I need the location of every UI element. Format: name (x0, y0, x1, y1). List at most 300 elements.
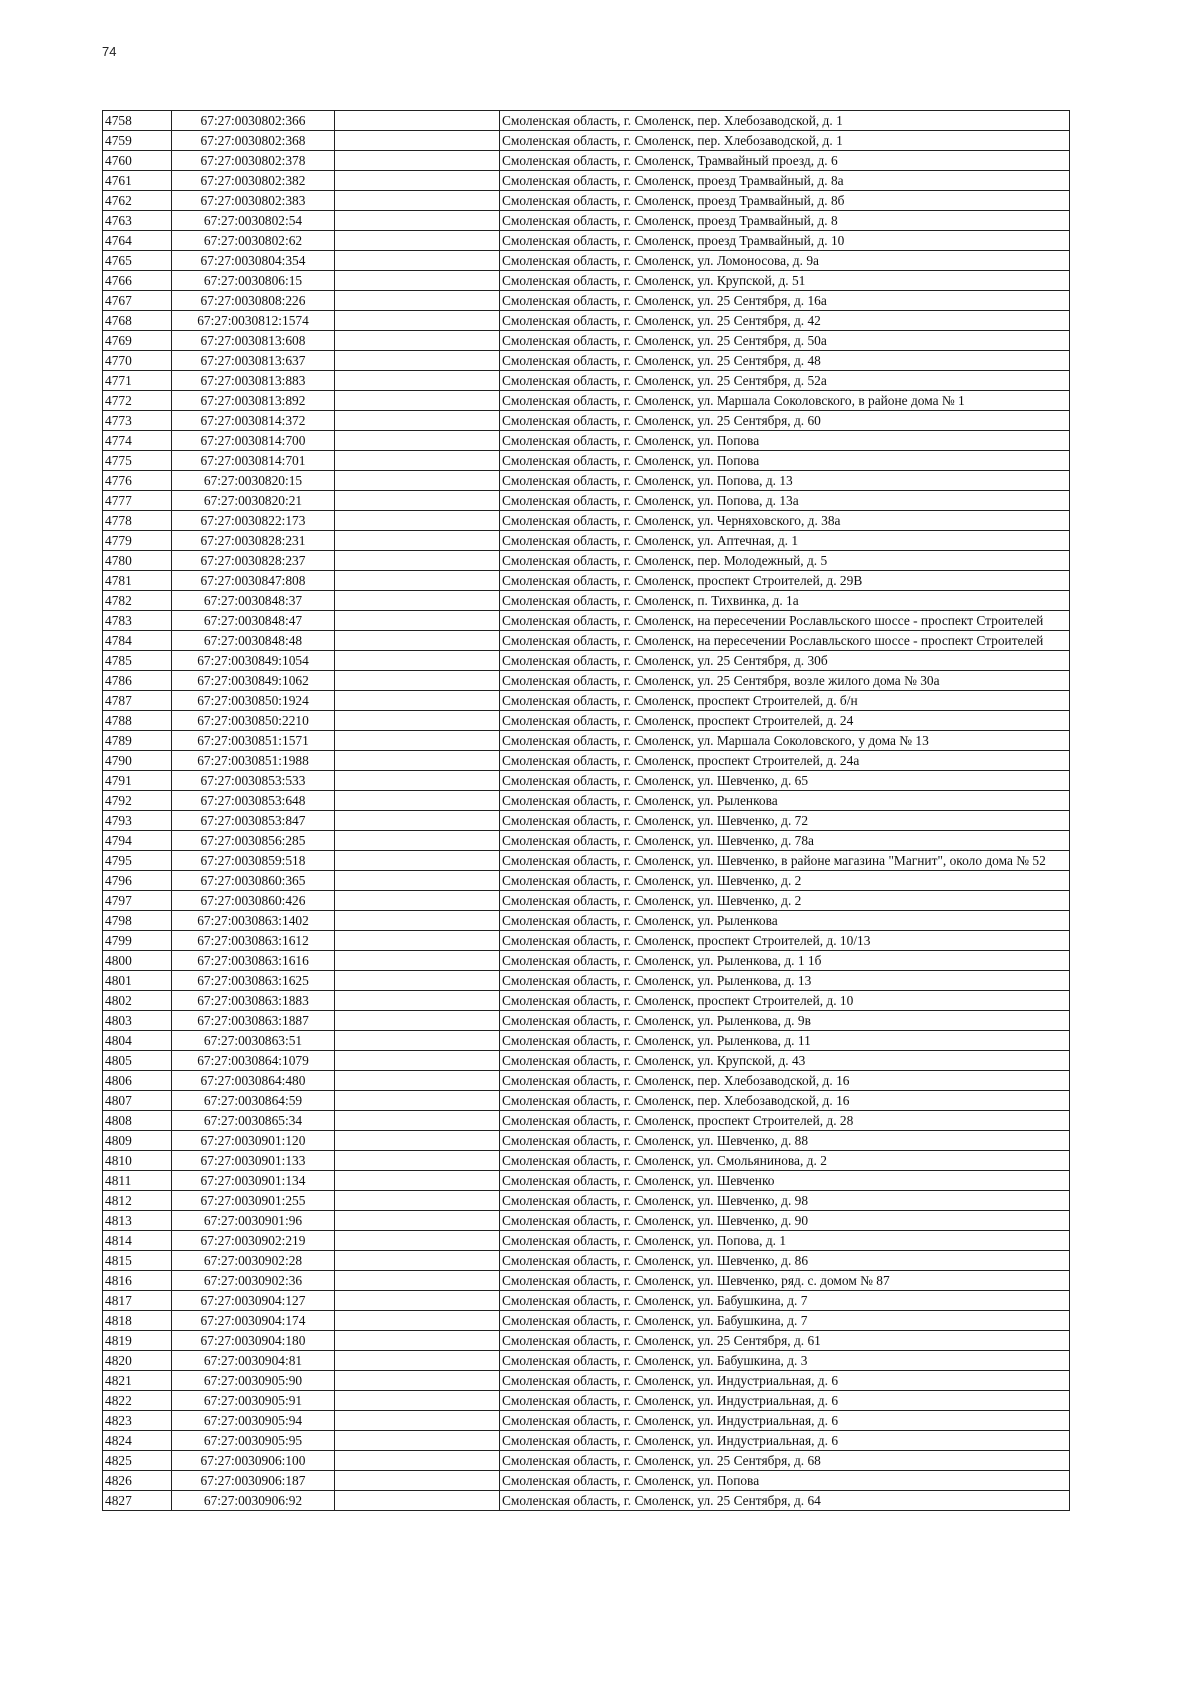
cadastral-number-cell: 67:27:0030902:219 (172, 1231, 335, 1251)
cadastral-number-cell: 67:27:0030905:95 (172, 1431, 335, 1451)
cadastral-number-cell: 67:27:0030863:51 (172, 1031, 335, 1051)
address-cell: Смоленская область, г. Смоленск, ул. Индустриальная, д. 6 (500, 1411, 1070, 1431)
address-cell: Смоленская область, г. Смоленск, ул. Бабушкина, д. 7 (500, 1311, 1070, 1331)
row-number-cell: 4806 (103, 1071, 172, 1091)
address-cell: Смоленская область, г. Смоленск, проспект Строителей, д. 28 (500, 1111, 1070, 1131)
address-cell: Смоленская область, г. Смоленск, ул. 25 Сентября, д. 48 (500, 351, 1070, 371)
table-row (103, 671, 1070, 691)
address-cell: Смоленская область, г. Смоленск, проспект Строителей, д. 24а (500, 751, 1070, 771)
empty-cell (335, 531, 500, 551)
address-cell: Смоленская область, г. Смоленск, проезд Трамвайный, д. 8а (500, 171, 1070, 191)
empty-cell (335, 1251, 500, 1271)
empty-cell (335, 391, 500, 411)
table-row (103, 911, 1070, 931)
empty-cell (335, 811, 500, 831)
row-number-cell: 4781 (103, 571, 172, 591)
empty-cell (335, 571, 500, 591)
cadastral-number-cell: 67:27:0030860:365 (172, 871, 335, 891)
row-number-cell: 4790 (103, 751, 172, 771)
address-cell: Смоленская область, г. Смоленск, пер. Хлебозаводской, д. 16 (500, 1071, 1070, 1091)
cadastral-number-cell: 67:27:0030864:59 (172, 1091, 335, 1111)
row-number-cell: 4780 (103, 551, 172, 571)
empty-cell (335, 851, 500, 871)
row-number-cell: 4818 (103, 1311, 172, 1331)
empty-cell (335, 631, 500, 651)
cadastral-number-cell: 67:27:0030820:15 (172, 471, 335, 491)
row-number-cell: 4766 (103, 271, 172, 291)
cadastral-number-cell: 67:27:0030905:91 (172, 1391, 335, 1411)
address-cell: Смоленская область, г. Смоленск, ул. Крупской, д. 43 (500, 1051, 1070, 1071)
empty-cell (335, 791, 500, 811)
empty-cell (335, 1091, 500, 1111)
empty-cell (335, 431, 500, 451)
address-cell: Смоленская область, г. Смоленск, пер. Хлебозаводской, д. 1 (500, 131, 1070, 151)
empty-cell (335, 1491, 500, 1511)
table-row (103, 331, 1070, 351)
address-cell: Смоленская область, г. Смоленск, ул. 25 Сентября, д. 61 (500, 1331, 1070, 1351)
table-row (103, 211, 1070, 231)
cadastral-number-cell: 67:27:0030813:637 (172, 351, 335, 371)
table-row (103, 971, 1070, 991)
empty-cell (335, 591, 500, 611)
row-number-cell: 4782 (103, 591, 172, 611)
cadastral-number-cell: 67:27:0030802:366 (172, 111, 335, 131)
address-cell: Смоленская область, г. Смоленск, ул. Шевченко, д. 98 (500, 1191, 1070, 1211)
row-number-cell: 4820 (103, 1351, 172, 1371)
empty-cell (335, 1371, 500, 1391)
row-number-cell: 4775 (103, 451, 172, 471)
address-cell: Смоленская область, г. Смоленск, ул. Шевченко, д. 88 (500, 1131, 1070, 1151)
address-cell: Смоленская область, г. Смоленск, ул. Черняховского, д. 38а (500, 511, 1070, 531)
cadastral-number-cell: 67:27:0030813:883 (172, 371, 335, 391)
address-cell: Смоленская область, г. Смоленск, ул. 25 Сентября, д. 60 (500, 411, 1070, 431)
row-number-cell: 4815 (103, 1251, 172, 1271)
table-row (103, 1451, 1070, 1471)
address-cell: Смоленская область, г. Смоленск, ул. 25 Сентября, д. 50а (500, 331, 1070, 351)
empty-cell (335, 1211, 500, 1231)
row-number-cell: 4799 (103, 931, 172, 951)
row-number-cell: 4824 (103, 1431, 172, 1451)
row-number-cell: 4791 (103, 771, 172, 791)
cadastral-number-cell: 67:27:0030820:21 (172, 491, 335, 511)
cadastral-number-cell: 67:27:0030865:34 (172, 1111, 335, 1131)
empty-cell (335, 331, 500, 351)
table-row (103, 1371, 1070, 1391)
row-number-cell: 4776 (103, 471, 172, 491)
empty-cell (335, 111, 500, 131)
table-row (103, 1191, 1070, 1211)
cadastral-number-cell: 67:27:0030906:100 (172, 1451, 335, 1471)
cadastral-number-cell: 67:27:0030848:48 (172, 631, 335, 651)
address-cell: Смоленская область, г. Смоленск, ул. Рыленкова, д. 9в (500, 1011, 1070, 1031)
row-number-cell: 4822 (103, 1391, 172, 1411)
address-cell: Смоленская область, г. Смоленск, ул. Рыленкова (500, 791, 1070, 811)
address-cell: Смоленская область, г. Смоленск, ул. Шевченко, д. 72 (500, 811, 1070, 831)
cadastral-number-cell: 67:27:0030863:1887 (172, 1011, 335, 1031)
cadastral-number-cell: 67:27:0030828:237 (172, 551, 335, 571)
table-row (103, 731, 1070, 751)
cadastral-number-cell: 67:27:0030863:1625 (172, 971, 335, 991)
empty-cell (335, 451, 500, 471)
address-cell: Смоленская область, г. Смоленск, проспект Строителей, д. 10 (500, 991, 1070, 1011)
table-row (103, 1231, 1070, 1251)
cadastral-number-cell: 67:27:0030906:187 (172, 1471, 335, 1491)
table-body (103, 111, 1070, 1511)
table-row (103, 991, 1070, 1011)
empty-cell (335, 1051, 500, 1071)
row-number-cell: 4793 (103, 811, 172, 831)
page-number: 74 (102, 44, 117, 59)
row-number-cell: 4772 (103, 391, 172, 411)
table-row (103, 1291, 1070, 1311)
table-row (103, 191, 1070, 211)
table-row (103, 451, 1070, 471)
cadastral-number-cell: 67:27:0030864:480 (172, 1071, 335, 1091)
cadastral-number-cell: 67:27:0030853:847 (172, 811, 335, 831)
address-cell: Смоленская область, г. Смоленск, ул. Шевченко, д. 86 (500, 1251, 1070, 1271)
empty-cell (335, 371, 500, 391)
address-cell: Смоленская область, г. Смоленск, ул. Рыленкова, д. 13 (500, 971, 1070, 991)
row-number-cell: 4783 (103, 611, 172, 631)
row-number-cell: 4774 (103, 431, 172, 451)
address-cell: Смоленская область, г. Смоленск, ул. 25 Сентября, д. 16а (500, 291, 1070, 311)
address-cell: Смоленская область, г. Смоленск, ул. Шевченко, д. 90 (500, 1211, 1070, 1231)
address-cell: Смоленская область, г. Смоленск, ул. Шевченко, д. 65 (500, 771, 1070, 791)
address-cell: Смоленская область, г. Смоленск, ул. 25 Сентября, д. 42 (500, 311, 1070, 331)
cadastral-number-cell: 67:27:0030902:36 (172, 1271, 335, 1291)
address-cell: Смоленская область, г. Смоленск, ул. Маршала Соколовского, у дома № 13 (500, 731, 1070, 751)
table-row (103, 1271, 1070, 1291)
empty-cell (335, 551, 500, 571)
address-cell: Смоленская область, г. Смоленск, ул. 25 Сентября, д. 52а (500, 371, 1070, 391)
address-cell: Смоленская область, г. Смоленск, проспект Строителей, д. 29В (500, 571, 1070, 591)
cadastral-number-cell: 67:27:0030812:1574 (172, 311, 335, 331)
address-cell: Смоленская область, г. Смоленск, ул. Шевченко (500, 1171, 1070, 1191)
empty-cell (335, 231, 500, 251)
empty-cell (335, 351, 500, 371)
empty-cell (335, 951, 500, 971)
empty-cell (335, 1431, 500, 1451)
table-row (103, 591, 1070, 611)
table-row (103, 751, 1070, 771)
cadastral-number-cell: 67:27:0030863:1883 (172, 991, 335, 1011)
empty-cell (335, 211, 500, 231)
empty-cell (335, 671, 500, 691)
empty-cell (335, 971, 500, 991)
empty-cell (335, 991, 500, 1011)
cadastral-number-cell: 67:27:0030804:354 (172, 251, 335, 271)
table-row (103, 611, 1070, 631)
empty-cell (335, 1351, 500, 1371)
cadastral-number-cell: 67:27:0030850:2210 (172, 711, 335, 731)
table-row (103, 851, 1070, 871)
cadastral-number-cell: 67:27:0030813:892 (172, 391, 335, 411)
address-cell: Смоленская область, г. Смоленск, ул. Смольянинова, д. 2 (500, 1151, 1070, 1171)
cadastral-number-cell: 67:27:0030905:90 (172, 1371, 335, 1391)
table-row (103, 651, 1070, 671)
empty-cell (335, 131, 500, 151)
row-number-cell: 4779 (103, 531, 172, 551)
address-cell: Смоленская область, г. Смоленск, проезд Трамвайный, д. 10 (500, 231, 1070, 251)
empty-cell (335, 1451, 500, 1471)
table-row (103, 1131, 1070, 1151)
address-cell: Смоленская область, г. Смоленск, ул. Бабушкина, д. 3 (500, 1351, 1070, 1371)
row-number-cell: 4784 (103, 631, 172, 651)
empty-cell (335, 691, 500, 711)
row-number-cell: 4811 (103, 1171, 172, 1191)
table-row (103, 691, 1070, 711)
cadastral-number-cell: 67:27:0030904:127 (172, 1291, 335, 1311)
address-cell: Смоленская область, г. Смоленск, ул. Рыленкова, д. 11 (500, 1031, 1070, 1051)
address-cell: Смоленская область, г. Смоленск, ул. Аптечная, д. 1 (500, 531, 1070, 551)
empty-cell (335, 1071, 500, 1091)
row-number-cell: 4794 (103, 831, 172, 851)
address-cell: Смоленская область, г. Смоленск, ул. Индустриальная, д. 6 (500, 1371, 1070, 1391)
address-cell: Смоленская область, г. Смоленск, проспект Строителей, д. 24 (500, 711, 1070, 731)
empty-cell (335, 1111, 500, 1131)
cadastral-number-cell: 67:27:0030802:378 (172, 151, 335, 171)
row-number-cell: 4796 (103, 871, 172, 891)
table-row (103, 831, 1070, 851)
table-row (103, 1071, 1070, 1091)
address-cell: Смоленская область, г. Смоленск, ул. 25 Сентября, д. 68 (500, 1451, 1070, 1471)
row-number-cell: 4819 (103, 1331, 172, 1351)
empty-cell (335, 191, 500, 211)
table-row (103, 111, 1070, 131)
row-number-cell: 4787 (103, 691, 172, 711)
cadastral-number-cell: 67:27:0030814:700 (172, 431, 335, 451)
table-row (103, 1171, 1070, 1191)
empty-cell (335, 1471, 500, 1491)
address-cell: Смоленская область, г. Смоленск, пер. Молодежный, д. 5 (500, 551, 1070, 571)
row-number-cell: 4808 (103, 1111, 172, 1131)
cadastral-number-cell: 67:27:0030901:255 (172, 1191, 335, 1211)
cadastral-number-cell: 67:27:0030814:701 (172, 451, 335, 471)
address-cell: Смоленская область, г. Смоленск, ул. Рыленкова (500, 911, 1070, 931)
table-row (103, 1031, 1070, 1051)
address-cell: Смоленская область, г. Смоленск, ул. Шевченко, д. 78а (500, 831, 1070, 851)
row-number-cell: 4789 (103, 731, 172, 751)
empty-cell (335, 1331, 500, 1351)
address-cell: Смоленская область, г. Смоленск, ул. Индустриальная, д. 6 (500, 1391, 1070, 1411)
table-row (103, 371, 1070, 391)
table-row (103, 711, 1070, 731)
address-cell: Смоленская область, г. Смоленск, ул. Шевченко, д. 2 (500, 891, 1070, 911)
address-cell: Смоленская область, г. Смоленск, проезд Трамвайный, д. 8б (500, 191, 1070, 211)
row-number-cell: 4788 (103, 711, 172, 731)
empty-cell (335, 411, 500, 431)
row-number-cell: 4792 (103, 791, 172, 811)
cadastral-number-cell: 67:27:0030906:92 (172, 1491, 335, 1511)
table-row (103, 1351, 1070, 1371)
empty-cell (335, 491, 500, 511)
table-row (103, 891, 1070, 911)
empty-cell (335, 1311, 500, 1331)
address-cell: Смоленская область, г. Смоленск, проспект Строителей, д. б/н (500, 691, 1070, 711)
empty-cell (335, 151, 500, 171)
cadastral-number-cell: 67:27:0030848:37 (172, 591, 335, 611)
empty-cell (335, 911, 500, 931)
empty-cell (335, 751, 500, 771)
table-row (103, 791, 1070, 811)
empty-cell (335, 1151, 500, 1171)
address-cell: Смоленская область, г. Смоленск, проспект Строителей, д. 10/13 (500, 931, 1070, 951)
table-row (103, 1471, 1070, 1491)
empty-cell (335, 291, 500, 311)
empty-cell (335, 1011, 500, 1031)
table-row (103, 1311, 1070, 1331)
row-number-cell: 4759 (103, 131, 172, 151)
table-row (103, 631, 1070, 651)
table-row (103, 391, 1070, 411)
row-number-cell: 4770 (103, 351, 172, 371)
cadastral-number-cell: 67:27:0030863:1616 (172, 951, 335, 971)
table-row (103, 1391, 1070, 1411)
row-number-cell: 4761 (103, 171, 172, 191)
address-cell: Смоленская область, г. Смоленск, ул. Рыленкова, д. 1 1б (500, 951, 1070, 971)
empty-cell (335, 251, 500, 271)
address-cell: Смоленская область, г. Смоленск, п. Тихвинка, д. 1а (500, 591, 1070, 611)
table-row (103, 1251, 1070, 1271)
row-number-cell: 4803 (103, 1011, 172, 1031)
row-number-cell: 4802 (103, 991, 172, 1011)
table-row (103, 931, 1070, 951)
row-number-cell: 4797 (103, 891, 172, 911)
address-cell: Смоленская область, г. Смоленск, ул. Попова (500, 431, 1070, 451)
row-number-cell: 4777 (103, 491, 172, 511)
cadastral-number-cell: 67:27:0030828:231 (172, 531, 335, 551)
empty-cell (335, 831, 500, 851)
row-number-cell: 4800 (103, 951, 172, 971)
row-number-cell: 4809 (103, 1131, 172, 1151)
table-row (103, 471, 1070, 491)
address-cell: Смоленская область, г. Смоленск, пер. Хлебозаводской, д. 1 (500, 111, 1070, 131)
table-row (103, 131, 1070, 151)
table-row (103, 1111, 1070, 1131)
table-row (103, 1331, 1070, 1351)
table-row (103, 1091, 1070, 1111)
empty-cell (335, 271, 500, 291)
row-number-cell: 4817 (103, 1291, 172, 1311)
empty-cell (335, 711, 500, 731)
cadastral-number-cell: 67:27:0030802:54 (172, 211, 335, 231)
empty-cell (335, 1391, 500, 1411)
empty-cell (335, 511, 500, 531)
cadastral-number-cell: 67:27:0030901:134 (172, 1171, 335, 1191)
row-number-cell: 4765 (103, 251, 172, 271)
address-cell: Смоленская область, г. Смоленск, ул. Попова (500, 451, 1070, 471)
empty-cell (335, 171, 500, 191)
table-row (103, 491, 1070, 511)
row-number-cell: 4769 (103, 331, 172, 351)
row-number-cell: 4764 (103, 231, 172, 251)
cadastral-number-cell: 67:27:0030851:1988 (172, 751, 335, 771)
row-number-cell: 4795 (103, 851, 172, 871)
address-cell: Смоленская область, г. Смоленск, ул. 25 Сентября, возле жилого дома № 30а (500, 671, 1070, 691)
cadastral-number-cell: 67:27:0030904:174 (172, 1311, 335, 1331)
empty-cell (335, 931, 500, 951)
row-number-cell: 4798 (103, 911, 172, 931)
address-cell: Смоленская область, г. Смоленск, проезд Трамвайный, д. 8 (500, 211, 1070, 231)
table-row (103, 1151, 1070, 1171)
cadastral-number-cell: 67:27:0030853:533 (172, 771, 335, 791)
cadastral-number-cell: 67:27:0030904:81 (172, 1351, 335, 1371)
empty-cell (335, 891, 500, 911)
row-number-cell: 4763 (103, 211, 172, 231)
empty-cell (335, 311, 500, 331)
row-number-cell: 4762 (103, 191, 172, 211)
address-cell: Смоленская область, г. Смоленск, на пересечении Рославльского шоссе - проспект Строителей (500, 611, 1070, 631)
cadastral-number-cell: 67:27:0030802:383 (172, 191, 335, 211)
row-number-cell: 4827 (103, 1491, 172, 1511)
cadastral-number-cell: 67:27:0030813:608 (172, 331, 335, 351)
empty-cell (335, 1291, 500, 1311)
address-cell: Смоленская область, г. Смоленск, ул. Шевченко, д. 2 (500, 871, 1070, 891)
cadastral-number-cell: 67:27:0030802:382 (172, 171, 335, 191)
cadastral-number-cell: 67:27:0030802:368 (172, 131, 335, 151)
empty-cell (335, 1031, 500, 1051)
empty-cell (335, 1231, 500, 1251)
cadastral-number-cell: 67:27:0030806:15 (172, 271, 335, 291)
table-row (103, 531, 1070, 551)
table-row (103, 231, 1070, 251)
row-number-cell: 4786 (103, 671, 172, 691)
address-cell: Смоленская область, г. Смоленск, ул. Бабушкина, д. 7 (500, 1291, 1070, 1311)
cadastral-number-cell: 67:27:0030901:133 (172, 1151, 335, 1171)
row-number-cell: 4771 (103, 371, 172, 391)
cadastral-number-cell: 67:27:0030849:1054 (172, 651, 335, 671)
table-row (103, 1491, 1070, 1511)
empty-cell (335, 771, 500, 791)
row-number-cell: 4785 (103, 651, 172, 671)
cadastral-number-cell: 67:27:0030808:226 (172, 291, 335, 311)
address-cell: Смоленская область, г. Смоленск, Трамвайный проезд, д. 6 (500, 151, 1070, 171)
cadastral-number-cell: 67:27:0030904:180 (172, 1331, 335, 1351)
empty-cell (335, 1191, 500, 1211)
table-row (103, 811, 1070, 831)
cadastral-number-cell: 67:27:0030860:426 (172, 891, 335, 911)
cadastral-number-cell: 67:27:0030814:372 (172, 411, 335, 431)
row-number-cell: 4812 (103, 1191, 172, 1211)
table-row (103, 431, 1070, 451)
address-cell: Смоленская область, г. Смоленск, ул. Ломоносова, д. 9а (500, 251, 1070, 271)
table-row (103, 951, 1070, 971)
address-cell: Смоленская область, г. Смоленск, ул. Попова, д. 13 (500, 471, 1070, 491)
cadastral-number-cell: 67:27:0030863:1402 (172, 911, 335, 931)
land-plots-table (102, 110, 1070, 1511)
address-cell: Смоленская область, г. Смоленск, ул. 25 Сентября, д. 64 (500, 1491, 1070, 1511)
table-row (103, 551, 1070, 571)
table-row (103, 311, 1070, 331)
cadastral-number-cell: 67:27:0030853:648 (172, 791, 335, 811)
cadastral-number-cell: 67:27:0030848:47 (172, 611, 335, 631)
address-cell: Смоленская область, г. Смоленск, ул. Индустриальная, д. 6 (500, 1431, 1070, 1451)
table-row (103, 271, 1070, 291)
cadastral-number-cell: 67:27:0030802:62 (172, 231, 335, 251)
table-row (103, 1051, 1070, 1071)
cadastral-number-cell: 67:27:0030822:173 (172, 511, 335, 531)
row-number-cell: 4816 (103, 1271, 172, 1291)
address-cell: Смоленская область, г. Смоленск, ул. Шевченко, ряд. с. домом № 87 (500, 1271, 1070, 1291)
empty-cell (335, 1411, 500, 1431)
empty-cell (335, 611, 500, 631)
cadastral-number-cell: 67:27:0030856:285 (172, 831, 335, 851)
row-number-cell: 4805 (103, 1051, 172, 1071)
table-row (103, 511, 1070, 531)
table-row (103, 291, 1070, 311)
table-row (103, 571, 1070, 591)
address-cell: Смоленская область, г. Смоленск, ул. Крупской, д. 51 (500, 271, 1070, 291)
